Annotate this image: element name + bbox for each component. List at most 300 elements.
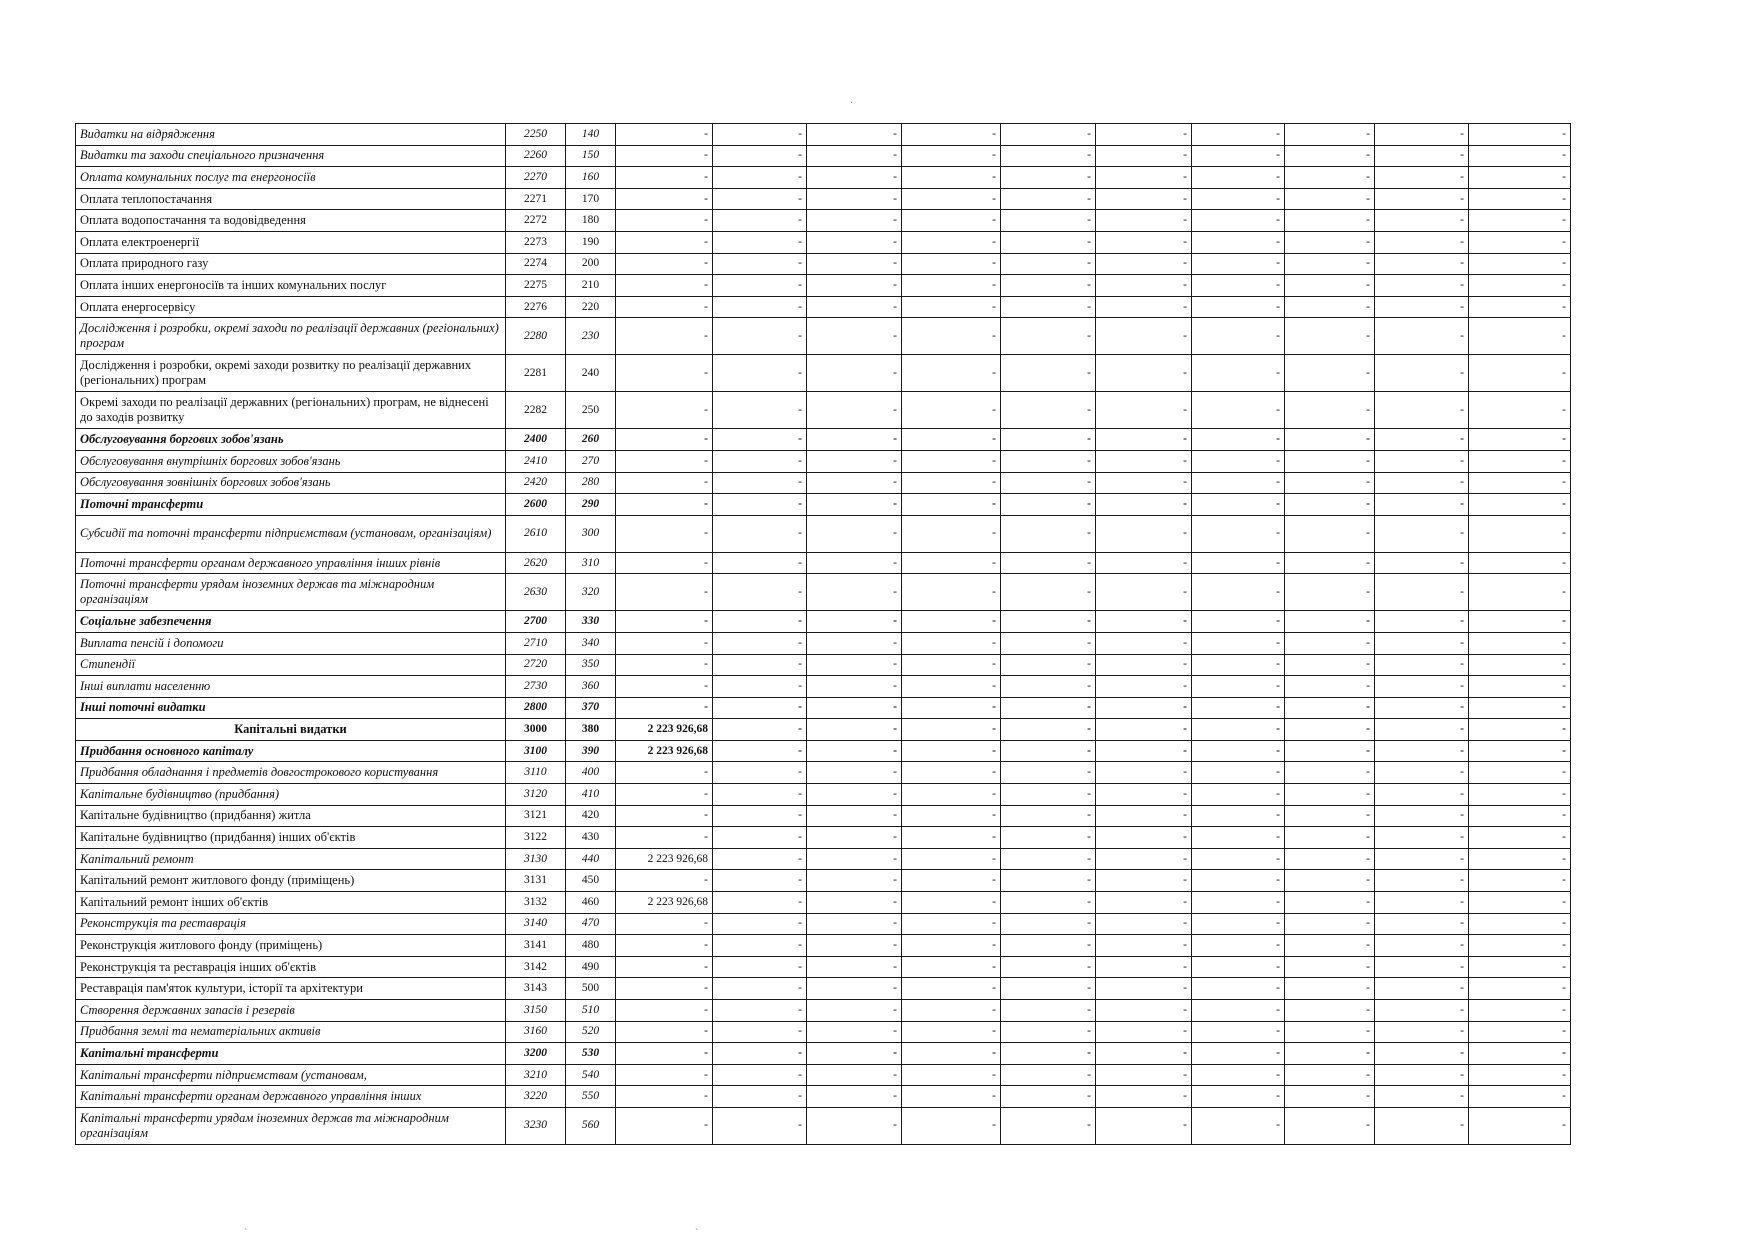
- value-cell: -: [902, 429, 1001, 451]
- value-cell: -: [1285, 892, 1375, 914]
- value-cell: -: [1285, 762, 1375, 784]
- value-cell: -: [807, 515, 902, 552]
- ekv-code-cell: 3220: [506, 1086, 566, 1108]
- value-cell: -: [1001, 392, 1096, 429]
- value-cell: -: [616, 494, 713, 516]
- item-name-cell: Оплата теплопостачання: [76, 188, 506, 210]
- value-cell: -: [1096, 355, 1192, 392]
- table-row: [76, 552, 1571, 574]
- value-cell: -: [1192, 719, 1285, 741]
- value-cell: -: [1469, 935, 1571, 957]
- value-cell: -: [1285, 210, 1375, 232]
- row-code-cell: 400: [566, 762, 616, 784]
- value-cell: -: [713, 472, 807, 494]
- value-cell: -: [807, 784, 902, 806]
- row-code-cell: 310: [566, 552, 616, 574]
- ekv-code-cell: 2271: [506, 188, 566, 210]
- value-cell: -: [1096, 978, 1192, 1000]
- item-name-cell: Реконструкція та реставрація інших об'єктів: [76, 956, 506, 978]
- value-cell: -: [902, 296, 1001, 318]
- value-cell: -: [1192, 870, 1285, 892]
- value-cell: -: [1096, 515, 1192, 552]
- value-cell: -: [1469, 275, 1571, 297]
- value-cell: -: [1469, 145, 1571, 167]
- value-cell: -: [1001, 1021, 1096, 1043]
- row-code-cell: 270: [566, 450, 616, 472]
- value-cell: -: [902, 870, 1001, 892]
- value-cell: -: [1192, 611, 1285, 633]
- ekv-code-cell: 3120: [506, 784, 566, 806]
- value-cell: -: [713, 515, 807, 552]
- value-cell: -: [713, 145, 807, 167]
- row-code-cell: 170: [566, 188, 616, 210]
- ekv-code-cell: 3143: [506, 978, 566, 1000]
- item-name-cell: Стипендії: [76, 654, 506, 676]
- value-cell: -: [1469, 762, 1571, 784]
- table-row: [76, 892, 1571, 914]
- value-cell: -: [1285, 956, 1375, 978]
- row-code-cell: 150: [566, 145, 616, 167]
- row-code-cell: 260: [566, 429, 616, 451]
- value-cell: -: [616, 392, 713, 429]
- ekv-code-cell: 3130: [506, 848, 566, 870]
- value-cell: -: [1096, 784, 1192, 806]
- value-cell: -: [902, 574, 1001, 611]
- row-code-cell: 450: [566, 870, 616, 892]
- value-cell: -: [1285, 124, 1375, 146]
- table-row: [76, 167, 1571, 189]
- value-cell: -: [1096, 870, 1192, 892]
- value-cell: -: [902, 654, 1001, 676]
- value-cell: -: [1469, 1000, 1571, 1022]
- value-cell: -: [1192, 740, 1285, 762]
- value-cell: -: [1096, 1000, 1192, 1022]
- value-cell: -: [616, 870, 713, 892]
- value-cell: -: [1469, 188, 1571, 210]
- value-cell: -: [1001, 296, 1096, 318]
- ekv-code-cell: 2600: [506, 494, 566, 516]
- item-name-cell: Поточні трансферти органам державного управління інших рівнів: [76, 552, 506, 574]
- table-row: [76, 697, 1571, 719]
- value-cell: -: [1375, 870, 1469, 892]
- value-cell: -: [1192, 145, 1285, 167]
- item-name-cell: Оплата водопостачання та водовідведення: [76, 210, 506, 232]
- value-cell: -: [1375, 913, 1469, 935]
- table-row: [76, 355, 1571, 392]
- value-cell: -: [1469, 167, 1571, 189]
- value-cell: -: [1375, 515, 1469, 552]
- value-cell: -: [807, 1043, 902, 1065]
- value-cell: -: [1001, 494, 1096, 516]
- value-cell: -: [713, 632, 807, 654]
- value-cell: -: [1192, 978, 1285, 1000]
- value-cell: -: [1001, 231, 1096, 253]
- value-cell: -: [1469, 632, 1571, 654]
- table-row: [76, 956, 1571, 978]
- row-code-cell: 460: [566, 892, 616, 914]
- table-row: [76, 392, 1571, 429]
- value-cell: -: [616, 1000, 713, 1022]
- item-name-cell: Оплата комунальних послуг та енергоносіїв: [76, 167, 506, 189]
- value-cell: -: [1469, 978, 1571, 1000]
- value-cell: -: [713, 167, 807, 189]
- value-cell: -: [713, 296, 807, 318]
- ekv-code-cell: 3141: [506, 935, 566, 957]
- item-name-cell: Капітальні видатки: [76, 719, 506, 741]
- value-cell: -: [713, 762, 807, 784]
- value-cell: -: [713, 827, 807, 849]
- ekv-code-cell: 3000: [506, 719, 566, 741]
- value-cell: -: [1192, 429, 1285, 451]
- expenditure-table: [75, 123, 1571, 1145]
- value-cell: -: [713, 574, 807, 611]
- value-cell: -: [1096, 1064, 1192, 1086]
- value-cell: -: [1192, 935, 1285, 957]
- value-cell: -: [1192, 515, 1285, 552]
- table-row: [76, 935, 1571, 957]
- value-cell: -: [616, 697, 713, 719]
- value-cell: -: [1096, 805, 1192, 827]
- item-name-cell: Оплата природного газу: [76, 253, 506, 275]
- value-cell: -: [1375, 574, 1469, 611]
- value-cell: -: [1096, 611, 1192, 633]
- value-cell: -: [1192, 892, 1285, 914]
- value-cell: -: [807, 145, 902, 167]
- ekv-code-cell: 3140: [506, 913, 566, 935]
- row-code-cell: 160: [566, 167, 616, 189]
- value-cell: -: [616, 1043, 713, 1065]
- table-row: [76, 253, 1571, 275]
- item-name-cell: Реконструкція та реставрація: [76, 913, 506, 935]
- ekv-code-cell: 2270: [506, 167, 566, 189]
- value-cell: -: [902, 719, 1001, 741]
- value-cell: -: [713, 676, 807, 698]
- value-cell: -: [1285, 1086, 1375, 1108]
- table-row: [76, 913, 1571, 935]
- value-cell: -: [1096, 188, 1192, 210]
- value-cell: -: [1285, 676, 1375, 698]
- value-cell: -: [1001, 318, 1096, 355]
- value-cell: -: [1375, 296, 1469, 318]
- ekv-code-cell: 3150: [506, 1000, 566, 1022]
- value-cell: -: [1469, 494, 1571, 516]
- value-cell: -: [1192, 1000, 1285, 1022]
- ekv-code-cell: 2250: [506, 124, 566, 146]
- value-cell: -: [1375, 740, 1469, 762]
- item-name-cell: Придбання землі та нематеріальних активів: [76, 1021, 506, 1043]
- value-cell: -: [1469, 1086, 1571, 1108]
- row-code-cell: 560: [566, 1107, 616, 1144]
- value-cell: -: [1192, 392, 1285, 429]
- row-code-cell: 360: [566, 676, 616, 698]
- value-cell: -: [616, 210, 713, 232]
- value-cell: -: [1192, 913, 1285, 935]
- value-cell: -: [1375, 472, 1469, 494]
- item-name-cell: Капітальні трансферти підприємствам (установам,: [76, 1064, 506, 1086]
- value-cell: -: [807, 231, 902, 253]
- value-cell: -: [616, 784, 713, 806]
- value-cell: -: [902, 913, 1001, 935]
- value-cell: -: [1192, 355, 1285, 392]
- table-row: [76, 1107, 1571, 1144]
- ekv-code-cell: 2274: [506, 253, 566, 275]
- item-name-cell: Капітальні трансферти органам державного управління інших: [76, 1086, 506, 1108]
- value-cell: -: [902, 494, 1001, 516]
- value-cell: -: [713, 392, 807, 429]
- item-name-cell: Поточні трансферти: [76, 494, 506, 516]
- table-row: [76, 827, 1571, 849]
- item-name-cell: Субсидії та поточні трансферти підприємствам (установам, організаціям): [76, 515, 506, 552]
- row-code-cell: 430: [566, 827, 616, 849]
- row-code-cell: 230: [566, 318, 616, 355]
- value-cell: -: [1001, 784, 1096, 806]
- value-cell: -: [1285, 719, 1375, 741]
- ekv-code-cell: 3110: [506, 762, 566, 784]
- row-code-cell: 440: [566, 848, 616, 870]
- value-cell: -: [1469, 450, 1571, 472]
- value-cell: -: [902, 210, 1001, 232]
- table-row: [76, 515, 1571, 552]
- value-cell: -: [807, 848, 902, 870]
- value-cell: -: [807, 355, 902, 392]
- value-cell: -: [713, 870, 807, 892]
- value-cell: -: [807, 210, 902, 232]
- row-code-cell: 240: [566, 355, 616, 392]
- value-cell: -: [807, 676, 902, 698]
- value-cell: -: [1096, 697, 1192, 719]
- ekv-code-cell: 3210: [506, 1064, 566, 1086]
- ekv-code-cell: 3100: [506, 740, 566, 762]
- value-cell: -: [902, 1086, 1001, 1108]
- row-code-cell: 220: [566, 296, 616, 318]
- value-cell: -: [1285, 1107, 1375, 1144]
- ekv-code-cell: 3200: [506, 1043, 566, 1065]
- ekv-code-cell: 3132: [506, 892, 566, 914]
- ekv-code-cell: 2730: [506, 676, 566, 698]
- value-cell: -: [902, 676, 1001, 698]
- value-cell: -: [1375, 1043, 1469, 1065]
- value-cell: -: [902, 253, 1001, 275]
- ekv-code-cell: 2610: [506, 515, 566, 552]
- ekv-code-cell: 2420: [506, 472, 566, 494]
- ekv-code-cell: 2720: [506, 654, 566, 676]
- value-cell: -: [1285, 145, 1375, 167]
- value-cell: -: [902, 611, 1001, 633]
- value-cell: -: [902, 697, 1001, 719]
- value-cell: -: [713, 253, 807, 275]
- value-cell: -: [1001, 1086, 1096, 1108]
- ekv-code-cell: 2710: [506, 632, 566, 654]
- item-name-cell: Капітальний ремонт: [76, 848, 506, 870]
- value-cell: -: [1285, 231, 1375, 253]
- value-cell: -: [1375, 1086, 1469, 1108]
- table-row: [76, 1000, 1571, 1022]
- value-cell: -: [1096, 1107, 1192, 1144]
- value-cell: -: [807, 697, 902, 719]
- value-cell: -: [807, 275, 902, 297]
- value-cell: -: [616, 1086, 713, 1108]
- value-cell: 2 223 926,68: [616, 719, 713, 741]
- row-code-cell: 180: [566, 210, 616, 232]
- value-cell: -: [1469, 472, 1571, 494]
- value-cell: -: [1285, 515, 1375, 552]
- table-row: [76, 1086, 1571, 1108]
- value-cell: -: [1001, 654, 1096, 676]
- value-cell: -: [616, 253, 713, 275]
- table-row: [76, 762, 1571, 784]
- value-cell: -: [902, 1000, 1001, 1022]
- value-cell: -: [807, 167, 902, 189]
- value-cell: -: [1285, 275, 1375, 297]
- value-cell: -: [1375, 275, 1469, 297]
- value-cell: -: [1001, 632, 1096, 654]
- value-cell: -: [902, 472, 1001, 494]
- value-cell: -: [1285, 978, 1375, 1000]
- value-cell: -: [1001, 124, 1096, 146]
- item-name-cell: Інші поточні видатки: [76, 697, 506, 719]
- row-code-cell: 380: [566, 719, 616, 741]
- value-cell: -: [1285, 318, 1375, 355]
- value-cell: -: [807, 719, 902, 741]
- value-cell: -: [807, 124, 902, 146]
- value-cell: -: [1375, 392, 1469, 429]
- value-cell: -: [1469, 392, 1571, 429]
- value-cell: -: [713, 429, 807, 451]
- row-code-cell: 210: [566, 275, 616, 297]
- value-cell: -: [902, 827, 1001, 849]
- scan-speck: ·: [850, 98, 854, 109]
- item-name-cell: Окремі заходи по реалізації державних (регіональних) програм, не віднесені до заходів розвитку: [76, 392, 506, 429]
- value-cell: -: [616, 552, 713, 574]
- value-cell: -: [1096, 956, 1192, 978]
- table-row: [76, 429, 1571, 451]
- value-cell: -: [902, 515, 1001, 552]
- table-row: [76, 450, 1571, 472]
- value-cell: -: [1375, 450, 1469, 472]
- value-cell: -: [807, 827, 902, 849]
- value-cell: -: [807, 552, 902, 574]
- row-code-cell: 540: [566, 1064, 616, 1086]
- value-cell: -: [1096, 275, 1192, 297]
- value-cell: -: [902, 1043, 1001, 1065]
- value-cell: -: [807, 1000, 902, 1022]
- value-cell: -: [807, 1064, 902, 1086]
- value-cell: -: [1192, 124, 1285, 146]
- item-name-cell: Капітальне будівництво (придбання) житла: [76, 805, 506, 827]
- value-cell: -: [713, 552, 807, 574]
- table-row: [76, 784, 1571, 806]
- value-cell: -: [902, 1021, 1001, 1043]
- table-row: [76, 494, 1571, 516]
- value-cell: -: [1096, 145, 1192, 167]
- value-cell: -: [902, 145, 1001, 167]
- value-cell: -: [1375, 956, 1469, 978]
- table-row: [76, 1021, 1571, 1043]
- value-cell: -: [616, 762, 713, 784]
- value-cell: -: [1469, 827, 1571, 849]
- value-cell: -: [1096, 719, 1192, 741]
- value-cell: -: [616, 429, 713, 451]
- value-cell: -: [902, 552, 1001, 574]
- value-cell: -: [1469, 719, 1571, 741]
- value-cell: -: [902, 978, 1001, 1000]
- table-row: [76, 848, 1571, 870]
- value-cell: -: [1192, 296, 1285, 318]
- value-cell: -: [807, 762, 902, 784]
- value-cell: -: [1192, 253, 1285, 275]
- value-cell: 2 223 926,68: [616, 892, 713, 914]
- value-cell: -: [1001, 913, 1096, 935]
- item-name-cell: Оплата електроенергії: [76, 231, 506, 253]
- value-cell: -: [1285, 848, 1375, 870]
- value-cell: -: [1001, 552, 1096, 574]
- value-cell: -: [1469, 515, 1571, 552]
- value-cell: -: [616, 1107, 713, 1144]
- value-cell: -: [902, 124, 1001, 146]
- value-cell: -: [1192, 654, 1285, 676]
- row-code-cell: 320: [566, 574, 616, 611]
- value-cell: -: [1192, 1043, 1285, 1065]
- value-cell: -: [1001, 870, 1096, 892]
- row-code-cell: 480: [566, 935, 616, 957]
- value-cell: -: [1469, 805, 1571, 827]
- value-cell: 2 223 926,68: [616, 740, 713, 762]
- row-code-cell: 370: [566, 697, 616, 719]
- value-cell: -: [616, 956, 713, 978]
- value-cell: -: [616, 978, 713, 1000]
- value-cell: -: [1469, 1043, 1571, 1065]
- value-cell: -: [1375, 1000, 1469, 1022]
- row-code-cell: 280: [566, 472, 616, 494]
- item-name-cell: Обслуговування боргових зобов'язань: [76, 429, 506, 451]
- item-name-cell: Капітальне будівництво (придбання): [76, 784, 506, 806]
- value-cell: -: [616, 632, 713, 654]
- value-cell: -: [902, 318, 1001, 355]
- value-cell: -: [616, 318, 713, 355]
- value-cell: -: [902, 892, 1001, 914]
- value-cell: -: [1469, 913, 1571, 935]
- value-cell: -: [1001, 574, 1096, 611]
- value-cell: -: [1469, 253, 1571, 275]
- scan-speck: `: [695, 1228, 699, 1239]
- value-cell: -: [807, 611, 902, 633]
- row-code-cell: 200: [566, 253, 616, 275]
- value-cell: -: [1192, 188, 1285, 210]
- value-cell: -: [1375, 848, 1469, 870]
- value-cell: -: [807, 392, 902, 429]
- value-cell: -: [807, 253, 902, 275]
- value-cell: -: [1001, 355, 1096, 392]
- value-cell: -: [1285, 1000, 1375, 1022]
- value-cell: -: [807, 1021, 902, 1043]
- row-code-cell: 470: [566, 913, 616, 935]
- item-name-cell: Інші виплати населенню: [76, 676, 506, 698]
- value-cell: -: [616, 913, 713, 935]
- value-cell: -: [616, 1064, 713, 1086]
- value-cell: -: [1096, 654, 1192, 676]
- table-row: [76, 654, 1571, 676]
- value-cell: -: [807, 1086, 902, 1108]
- value-cell: -: [1096, 318, 1192, 355]
- value-cell: -: [1469, 848, 1571, 870]
- value-cell: -: [902, 956, 1001, 978]
- table-row: [76, 805, 1571, 827]
- value-cell: -: [1375, 935, 1469, 957]
- value-cell: -: [616, 296, 713, 318]
- table-row: [76, 145, 1571, 167]
- value-cell: -: [902, 632, 1001, 654]
- value-cell: -: [713, 231, 807, 253]
